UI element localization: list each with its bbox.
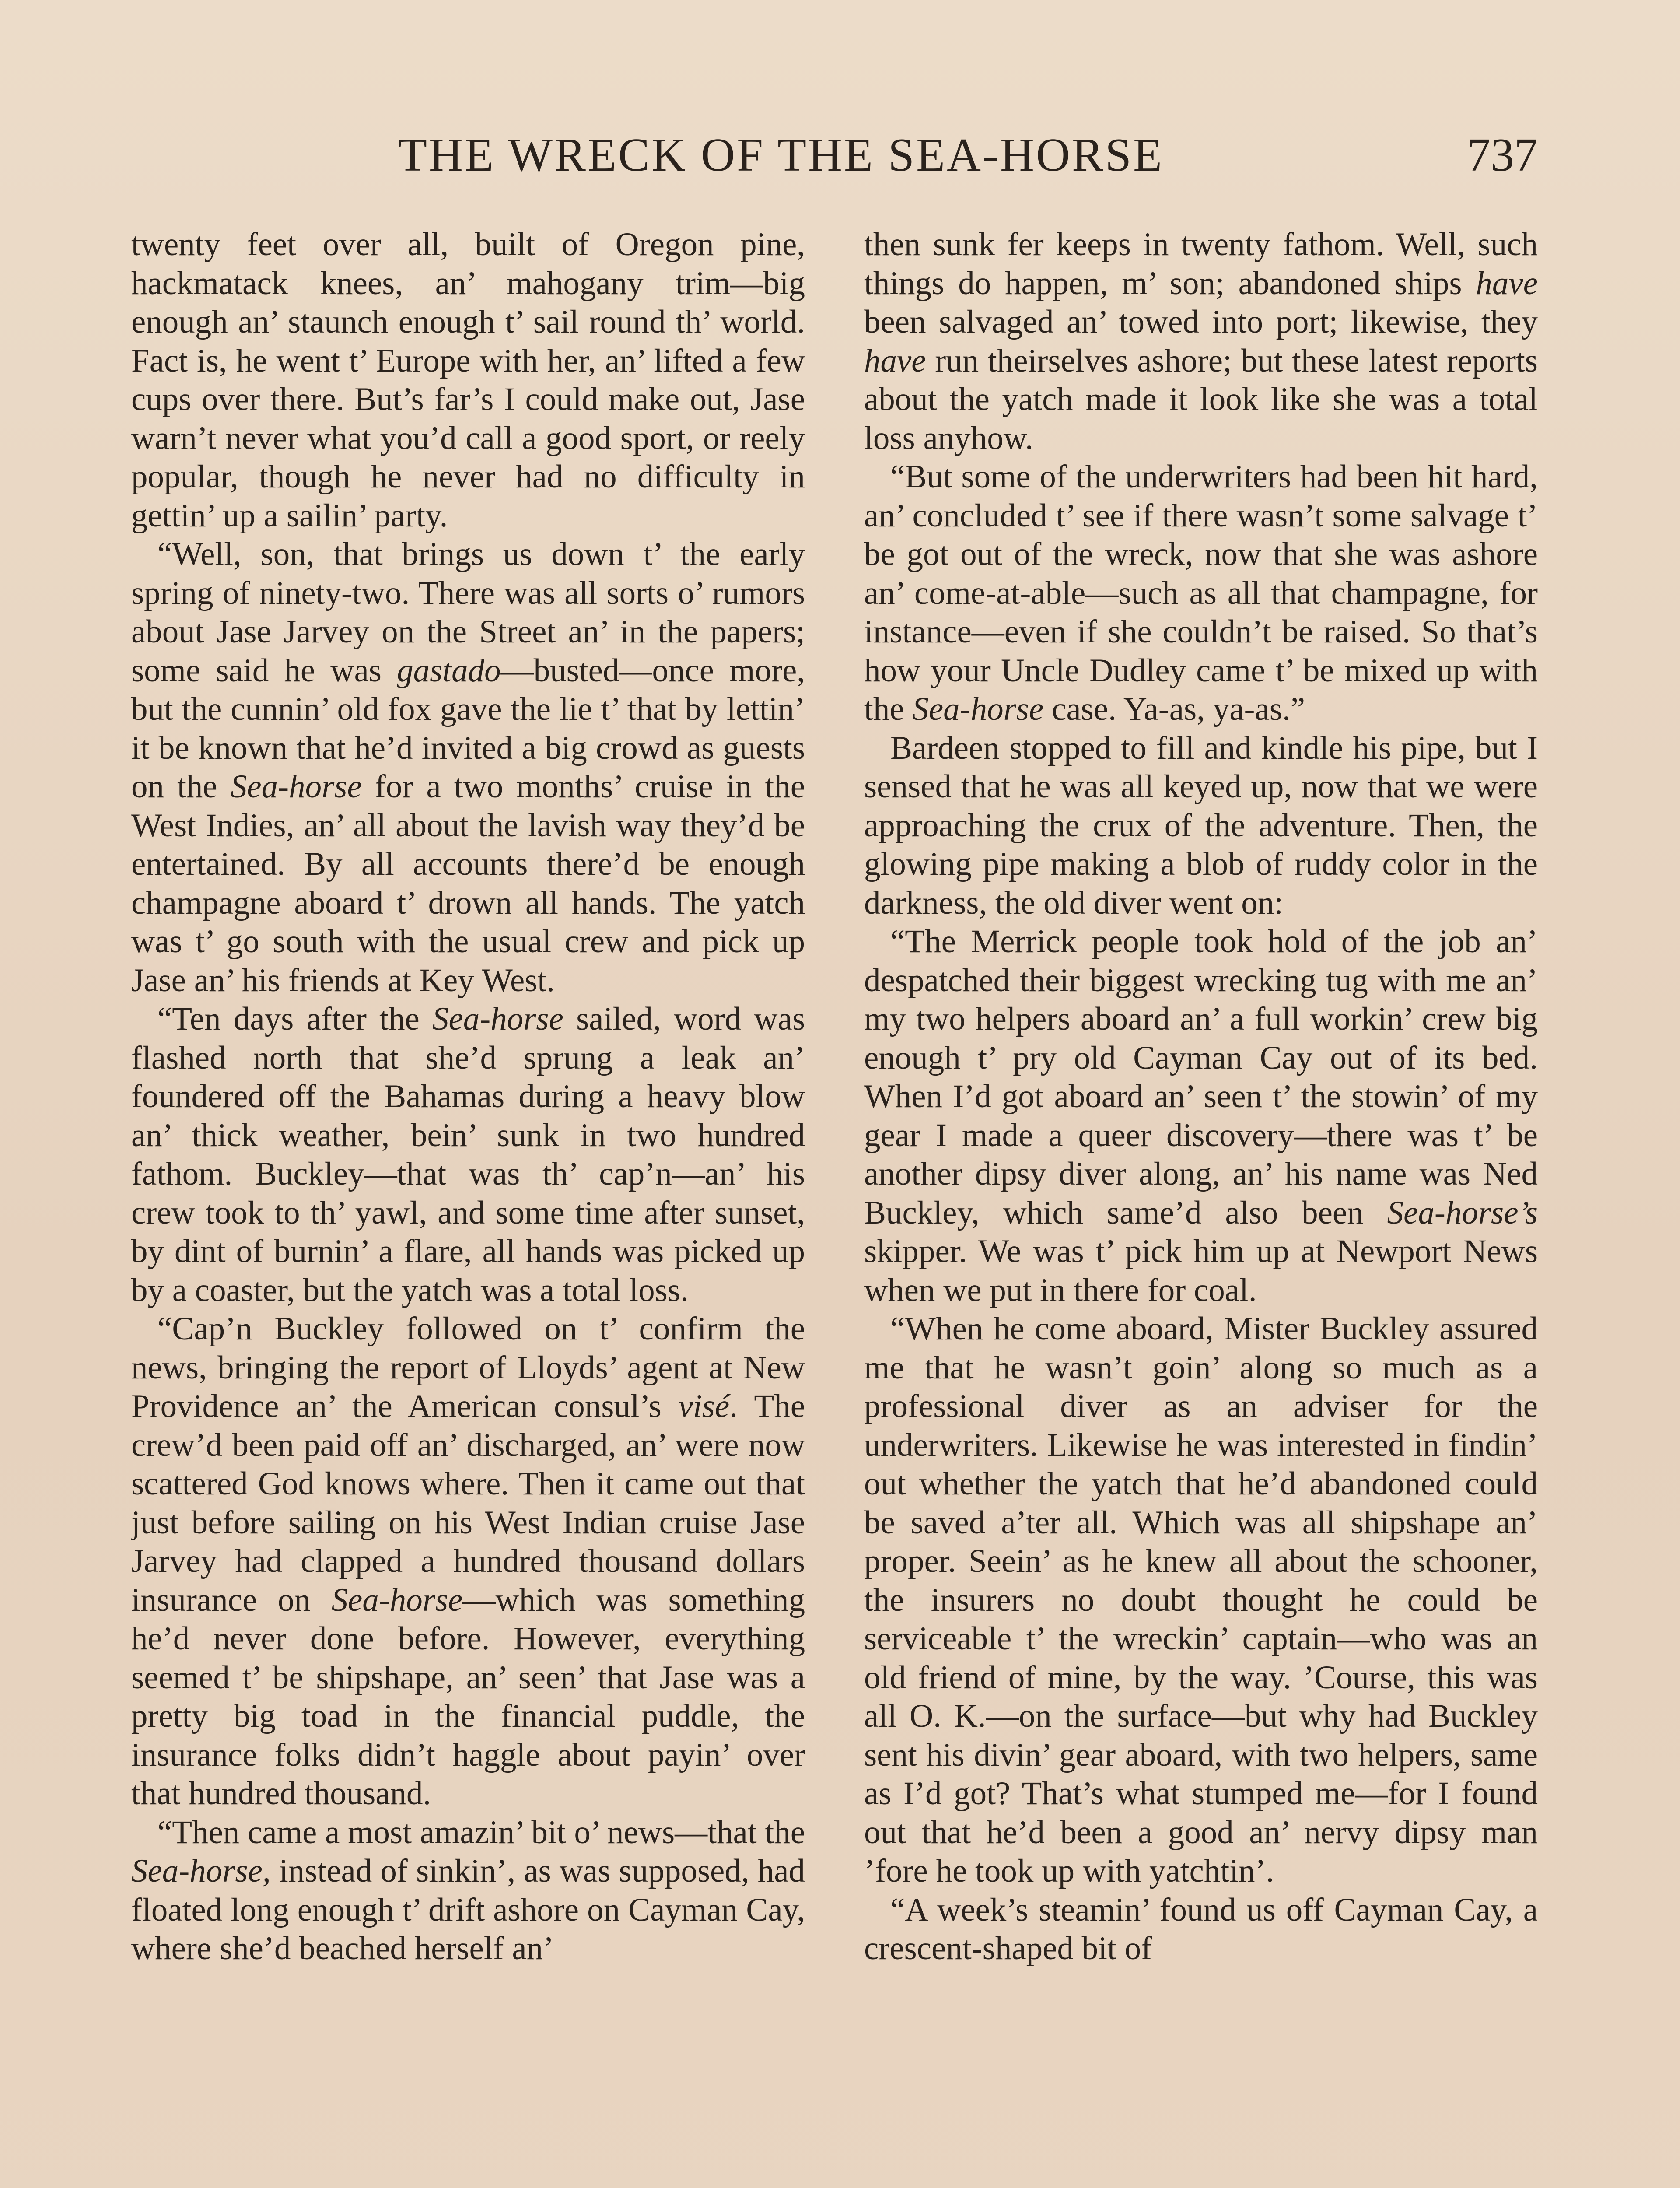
paragraph: “Well, son, that brings us down t’ the early spring of ninety-two. There was all sorts o’ rumors about Jase Jarvey on the Street an’ in the papers; some said he was gastado—busted—once more, but the cunnin’ old fox gave the lie t’ that by lettin’ it be known that he’d invited a big crowd as guests on the Sea-horse for a two months’ cruise in the West Indies, an’ all about the lavish way they’d be entertained. By all accounts there’d be enough champagne aboard t’ drown all hands. The yatch was t’ go south with the usual crew and pick up Jase an’ his friends at Key West.	[131, 536, 805, 999]
paragraph: twenty feet over all, built of Oregon pine, hackmatack knees, an’ mahogany trim—big enough an’ staunch enough t’ sail round th’ world. Fact is, he went t’ Europe with her, an’ lifted a few cups over there. But’s far’s I could make out, Jase warn’t never what you’d call a good sport, or reely popular, though he never had no difficulty in gettin’ up a sailin’ party.	[131, 226, 805, 534]
page-header	[131, 118, 1538, 193]
paragraph: “Cap’n Buckley followed on t’ confirm the news, bringing the report of Lloyds’ agent at New Providence an’ the American consul’s visé. The crew’d been paid off an’ discharged, an’ were now scattered God knows where. Then it came out that just before sailing on his West Indian cruise Jase Jarvey had clapped a hundred thousand dollars insurance on Sea-horse—which was something he’d never done before. However, everything seemed t’ be shipshape, an’ seen’ that Jase was a pretty big toad in the financial puddle, the insurance folks didn’t haggle about payin’ over that hundred thousand.	[131, 1311, 805, 1812]
paragraph: Bardeen stopped to fill and kindle his pipe, but I sensed that he was all keyed up, now that we were approaching the crux of the adventure. Then, the glowing pipe making a blob of ruddy color in the darkness, the old diver went on:	[864, 729, 1538, 921]
paragraph: “Then came a most amazin’ bit o’ news—that the Sea-horse, instead of sinkin’, as was supposed, had floated long enough t’ drift ashore on Cayman Cay, where she’d beached herself an’	[131, 1814, 805, 1967]
article-body	[131, 225, 1538, 2188]
right-column	[864, 225, 1538, 2188]
paragraph: “But some of the underwriters had been hit hard, an’ concluded t’ see if there wasn’t some salvage t’ be got out of the wreck, now that she was ashore an’ come-at-able—such as all that champagne, for instance—even if she couldn’t be raised. So that’s how your Uncle Dudley came t’ be mixed up with the Sea-horse case. Ya-as, ya-as.”	[864, 459, 1538, 727]
page-number: 737	[1467, 129, 1538, 181]
paragraph: then sunk fer keeps in twenty fathom. Well, such things do happen, m’ son; abandoned ships have been salvaged an’ towed into port; likewise, they have run theirselves ashore; but these latest reports about the yatch made it look like she was a total loss anyhow.	[864, 226, 1538, 456]
running-title: THE WRECK OF THE SEA-HORSE	[398, 129, 1164, 181]
paragraph: “Ten days after the Sea-horse sailed, word was flashed north that she’d sprung a leak an’ foundered off the Bahamas during a heavy blow an’ thick weather, bein’ sunk in two hundred fathom. Buckley—that was th’ cap’n—an’ his crew took to th’ yawl, and some time after sunset, by dint of burnin’ a flare, all hands was picked up by a coaster, but the yatch was a total loss.	[131, 1001, 805, 1308]
paragraph: “The Merrick people took hold of the job an’ despatched their biggest wrecking tug with me an’ my two helpers aboard an’ a full workin’ crew big enough t’ pry old Cayman Cay out of its bed. When I’d got aboard an’ seen t’ the stowin’ of my gear I made a queer discovery—there was t’ be another dipsy diver along, an’ his name was Ned Buckley, which same’d also been Sea-horse’s skipper. We was t’ pick him up at Newport News when we put in there for coal.	[864, 923, 1538, 1308]
paragraph: “When he come aboard, Mister Buckley assured me that he wasn’t goin’ along so much as a professional diver as an adviser for the underwriters. Likewise he was interested in findin’ out whether the yatch that he’d abandoned could be saved a’ter all. Which was all shipshape an’ proper. Seein’ as he knew all about the schooner, the insurers no doubt thought he could be serviceable t’ the wreckin’ captain—who was an old friend of mine, by the way. ’Course, this was all O. K.—on the surface—but why had Buckley sent his divin’ gear aboard, with two helpers, same as I’d got? That’s what stumped me—for I found out that he’d been a good an’ nervy dipsy man ’fore he took up with yatchtin’.	[864, 1311, 1538, 1889]
paragraph: “A week’s steamin’ found us off Cayman Cay, a crescent-shaped bit of	[864, 1891, 1538, 1967]
left-column	[131, 225, 805, 2188]
